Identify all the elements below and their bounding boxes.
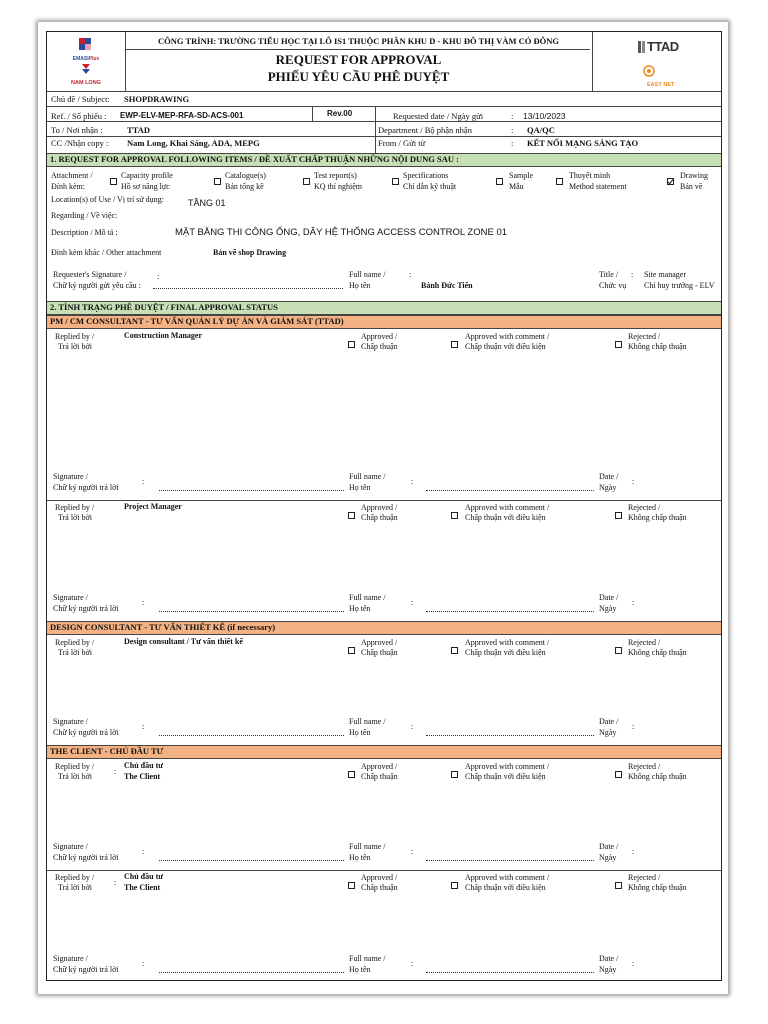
requester-signature-colon: :: [157, 272, 160, 281]
fullname-label-vi: Họ tên: [349, 728, 371, 737]
attachment-option-en: Drawing: [680, 171, 708, 180]
cc-label: CC /Nhận copy :: [51, 138, 109, 148]
rfa-form: [46, 31, 722, 981]
attachment-option-vi: KQ thí nghiệm: [314, 182, 362, 191]
signature-label-vi: Chữ ký người trả lời: [53, 853, 119, 862]
fullname-label-vi: Họ tên: [349, 853, 371, 862]
fullname-label-vi: Họ tên: [349, 604, 371, 613]
fullname-colon: :: [411, 722, 414, 731]
project-name: CÔNG TRÌNH: TRƯỜNG TIỂU HỌC TẠI LÔ IS1 THUỘC PHÂN KHU D - KHU ĐÔ THỊ VÀM CỎ ĐÔNG: [158, 36, 559, 46]
replied-by-label-en: Replied by /: [55, 503, 95, 512]
date-label-en: Date /: [599, 717, 619, 726]
form-title-vi: PHIẾU YÊU CẦU PHÊ DUYỆT: [267, 69, 450, 84]
signature-colon: :: [142, 477, 145, 486]
form-title-en: REQUEST FOR APPROVAL: [275, 52, 442, 67]
replied-by-colon: :: [114, 878, 117, 887]
regarding-label: Regarding / Về việc:: [51, 211, 118, 220]
date-label-vi: Ngày: [599, 728, 617, 737]
block-divider: [47, 870, 721, 871]
attachment-option-en: Specifications: [403, 171, 449, 180]
rejected-checkbox[interactable]: [615, 647, 622, 654]
attachment-option-en: Capacity profile: [121, 171, 173, 180]
pm-consultant-title: PM / CM CONSULTANT - TƯ VẤN QUẢN LÝ DỰ ÁN VÀ GIÁM SÁT (TTAD): [47, 315, 721, 329]
fullname-line[interactable]: [426, 972, 594, 973]
requester-signature-line[interactable]: [153, 288, 343, 289]
location-value: TẦNG 01: [188, 198, 226, 208]
signature-label-en: Signature /: [53, 954, 88, 963]
department-label: Department / Bộ phận nhận: [378, 125, 472, 135]
fullname-line[interactable]: [426, 860, 594, 861]
fullname-label-en: Full name /: [349, 717, 386, 726]
signature-line[interactable]: [159, 972, 344, 973]
other-attachment-label: Đính kèm khác / Other attachment: [51, 248, 162, 257]
attachment-option-en: Sample: [509, 171, 533, 180]
date-colon: :: [632, 847, 635, 856]
fullname-label-en: Full name /: [349, 472, 386, 481]
easynet-logo: [641, 64, 681, 88]
emasi-logo: [71, 37, 101, 62]
section1-title: 1. REQUEST FOR APPROVAL FOLLOWING ITEMS / ĐỀ XUẤT CHẤP THUẬN NHỮNG NỘI DUNG SAU :: [47, 153, 721, 167]
requester-title-label-en: Title /: [599, 270, 619, 279]
description-value: MẶT BẰNG THI CÔNG ỐNG, DÂY HỆ THỐNG ACCESS CONTROL ZONE 01: [175, 227, 508, 238]
approved-label-vi: Chấp thuận: [361, 342, 398, 351]
replied-by-label-en: Replied by /: [55, 638, 95, 647]
fullname-colon: :: [411, 959, 414, 968]
fullname-line[interactable]: [426, 611, 594, 612]
requester-fullname-value: Bành Đức Tiến: [421, 281, 473, 290]
signature-line[interactable]: [159, 611, 344, 612]
rejected-label-en: Rejected /: [628, 332, 661, 341]
subject-value: SHOPDRAWING: [124, 94, 190, 104]
approved-with-comment-checkbox[interactable]: [451, 341, 458, 348]
fullname-label-en: Full name /: [349, 593, 386, 602]
replied-by-label-en: Replied by /: [55, 332, 95, 341]
approved-with-comment-checkbox[interactable]: [451, 512, 458, 519]
approved-label-vi: Chấp thuận: [361, 513, 398, 522]
approved-with-comment-label-vi: Chấp thuận với điều kiện: [465, 883, 546, 892]
requester-fullname-label-vi: Họ tên: [349, 281, 371, 290]
requester-fullname-colon: :: [409, 270, 412, 279]
rejected-checkbox[interactable]: [615, 771, 622, 778]
to-value: TTAD: [127, 125, 150, 135]
signature-label-vi: Chữ ký người trả lời: [53, 965, 119, 974]
replied-by-label-vi: Trả lời bởi: [58, 342, 92, 351]
subject-label: Chủ đề / Subject:: [51, 94, 110, 104]
replied-by-value: Construction Manager: [124, 331, 202, 340]
rejected-label-vi: Không chấp thuận: [628, 513, 687, 522]
attachment-checkbox-5[interactable]: [496, 178, 503, 185]
rejected-label-en: Rejected /: [628, 503, 661, 512]
approved-checkbox[interactable]: [348, 771, 355, 778]
namlong-logo: [65, 62, 107, 86]
attachment-option-en: Test report(s): [314, 171, 357, 180]
approved-label-en: Approved /: [361, 332, 398, 341]
requester-fullname-label-en: Full name /: [349, 270, 386, 279]
approved-checkbox[interactable]: [348, 512, 355, 519]
rejected-checkbox[interactable]: [615, 341, 622, 348]
approved-with-comment-checkbox[interactable]: [451, 647, 458, 654]
date-label-en: Date /: [599, 593, 619, 602]
rejected-label-vi: Không chấp thuận: [628, 648, 687, 657]
approved-with-comment-label-en: Approved with comment /: [465, 638, 550, 647]
signature-label-en: Signature /: [53, 472, 88, 481]
to-label: To / Nơi nhận :: [51, 125, 103, 135]
block-divider: [47, 500, 721, 501]
approved-with-comment-label-vi: Chấp thuận với điều kiện: [465, 513, 546, 522]
date-label-en: Date /: [599, 842, 619, 851]
rejected-label-vi: Không chấp thuận: [628, 342, 687, 351]
fullname-label-vi: Họ tên: [349, 965, 371, 974]
signature-line[interactable]: [159, 860, 344, 861]
emasi-text: EMASI: [72, 56, 89, 62]
requester-title-value-vi: Chỉ huy trưởng - ELV: [644, 281, 715, 290]
fullname-line[interactable]: [426, 735, 594, 736]
approved-with-comment-label-en: Approved with comment /: [465, 332, 550, 341]
replied-by-label-vi: Trả lời bởi: [58, 883, 92, 892]
rejected-label-en: Rejected /: [628, 638, 661, 647]
approved-label-vi: Chấp thuận: [361, 772, 398, 781]
rejected-label-en: Rejected /: [628, 762, 661, 771]
attachment-option-vi: Chỉ dẫn kỹ thuật: [403, 182, 457, 191]
attachment-option-en: Catalogue(s): [225, 171, 266, 180]
approved-with-comment-label-en: Approved with comment /: [465, 762, 550, 771]
replied-by-label-vi: Trả lời bởi: [58, 513, 92, 522]
from-colon: :: [511, 138, 514, 148]
fullname-label-vi: Họ tên: [349, 483, 371, 492]
replied-by-value: Project Manager: [124, 502, 182, 511]
approved-checkbox[interactable]: [348, 647, 355, 654]
approved-with-comment-checkbox[interactable]: [451, 771, 458, 778]
replied-by-label-vi: Trả lời bởi: [58, 648, 92, 657]
signature-label-vi: Chữ ký người trả lời: [53, 483, 119, 492]
fullname-label-en: Full name /: [349, 842, 386, 851]
attachment-option-vi: Method statement: [569, 182, 627, 191]
date-colon: :: [632, 477, 635, 486]
rejected-label-vi: Không chấp thuận: [628, 883, 687, 892]
replied-by-value-2: The Client: [124, 772, 161, 781]
signature-colon: :: [142, 959, 145, 968]
signature-label-en: Signature /: [53, 593, 88, 602]
date-label-en: Date /: [599, 472, 619, 481]
location-label: Location(s) of Use / Vị trí sử dụng:: [51, 195, 164, 204]
replied-by-label-en: Replied by /: [55, 762, 95, 771]
date-colon: :: [632, 722, 635, 731]
approved-with-comment-label-vi: Chấp thuận với điều kiện: [465, 648, 546, 657]
rejected-label-vi: Không chấp thuận: [628, 772, 687, 781]
approved-label-en: Approved /: [361, 873, 398, 882]
date-label-vi: Ngày: [599, 965, 617, 974]
from-value: KẾT NỐI MẠNG SÁNG TẠO: [527, 138, 639, 148]
signature-label-en: Signature /: [53, 717, 88, 726]
requester-signature-label-vi: Chữ ký người gửi yêu cầu :: [53, 281, 141, 290]
date-label-vi: Ngày: [599, 483, 617, 492]
other-attachment-value: Bản vẽ shop Drawing: [213, 248, 287, 257]
ttad-text: TTAD: [647, 39, 679, 54]
emasi-suffix: Plus: [88, 56, 100, 62]
requester-title-colon: :: [631, 270, 634, 279]
replied-by-value: Chủ đầu tư: [124, 761, 164, 770]
attachment-label-vi: Đính kèm:: [51, 182, 85, 191]
signature-label-en: Signature /: [53, 842, 88, 851]
approved-label-vi: Chấp thuận: [361, 883, 398, 892]
fullname-label-en: Full name /: [349, 954, 386, 963]
description-label: Description / Mô tả :: [51, 228, 118, 237]
date-label: Requested date / Ngày gửi: [393, 111, 484, 121]
attachment-label-en: Attachment /: [51, 171, 93, 180]
department-colon: :: [511, 125, 514, 135]
rejected-checkbox[interactable]: [615, 512, 622, 519]
replied-by-label-vi: Trả lời bởi: [58, 772, 92, 781]
attachment-checkbox-3[interactable]: [303, 178, 310, 185]
replied-by-colon: :: [114, 767, 117, 776]
approved-checkbox[interactable]: [348, 882, 355, 889]
date-colon: :: [632, 598, 635, 607]
approved-label-en: Approved /: [361, 638, 398, 647]
fullname-colon: :: [411, 598, 414, 607]
signature-label-vi: Chữ ký người trả lời: [53, 604, 119, 613]
attachment-checkbox-2[interactable]: [214, 178, 221, 185]
approved-checkbox[interactable]: [348, 341, 355, 348]
ref-label: Ref. / Số phiếu :: [51, 111, 107, 121]
replied-by-value-2: The Client: [124, 883, 161, 892]
approved-with-comment-checkbox[interactable]: [451, 882, 458, 889]
requester-title-value-en: Site manager: [644, 270, 686, 279]
date-colon: :: [632, 959, 635, 968]
rejected-checkbox[interactable]: [615, 882, 622, 889]
approved-with-comment-label-vi: Chấp thuận với điều kiện: [465, 772, 546, 781]
signature-colon: :: [142, 847, 145, 856]
design-consultant-title: DESIGN CONSULTANT - TƯ VẤN THIẾT KẾ (if necessary): [47, 621, 721, 635]
replied-by-label-en: Replied by /: [55, 873, 95, 882]
attachment-checkbox-7[interactable]: [667, 178, 674, 185]
attachment-option-en: Thuyết minh: [569, 171, 611, 180]
attachment-checkbox-1[interactable]: [110, 178, 117, 185]
date-value: 13/10/2023: [523, 111, 566, 121]
attachment-option-vi: Mẫu: [509, 182, 524, 191]
from-label: From / Gửi từ: [378, 138, 426, 148]
signature-line[interactable]: [159, 490, 344, 491]
client-title: THE CLIENT - CHỦ ĐẦU TƯ: [47, 745, 721, 759]
department-value: QA/QC: [527, 125, 555, 135]
approved-label-en: Approved /: [361, 762, 398, 771]
signature-label-vi: Chữ ký người trả lời: [53, 728, 119, 737]
attachment-option-vi: Bản vẽ: [680, 182, 703, 191]
approved-with-comment-label-vi: Chấp thuận với điều kiện: [465, 342, 546, 351]
date-label-vi: Ngày: [599, 604, 617, 613]
signature-colon: :: [142, 722, 145, 731]
date-colon: :: [511, 111, 514, 121]
attachment-checkbox-4[interactable]: [392, 178, 399, 185]
easynet-text: EASY NET: [647, 82, 675, 88]
fullname-colon: :: [411, 847, 414, 856]
ref-value: EWP-ELV-MEP-RFA-SD-ACS-001: [120, 111, 244, 120]
attachment-option-vi: Bản tổng kê: [225, 182, 264, 191]
fullname-colon: :: [411, 477, 414, 486]
approved-label-en: Approved /: [361, 503, 398, 512]
requester-title-label-vi: Chức vụ: [599, 281, 627, 290]
date-label-en: Date /: [599, 954, 619, 963]
replied-by-value: Design consultant / Tư vấn thiết kế: [124, 637, 243, 646]
rev-value: Rev.00: [327, 109, 353, 118]
section2-title: 2. TÌNH TRẠNG PHÊ DUYỆT / FINAL APPROVAL STATUS: [47, 301, 721, 315]
approved-with-comment-label-en: Approved with comment /: [465, 503, 550, 512]
attachment-checkbox-6[interactable]: [556, 178, 563, 185]
replied-by-value: Chủ đầu tư: [124, 872, 164, 881]
signature-line[interactable]: [159, 735, 344, 736]
date-label-vi: Ngày: [599, 853, 617, 862]
signature-colon: :: [142, 598, 145, 607]
fullname-line[interactable]: [426, 490, 594, 491]
cc-value: Nam Long, Khai Sáng, ADA, MEPG: [127, 138, 260, 148]
namlong-text: NAM LONG: [71, 80, 101, 86]
rejected-label-en: Rejected /: [628, 873, 661, 882]
approved-label-vi: Chấp thuận: [361, 648, 398, 657]
approved-with-comment-label-en: Approved with comment /: [465, 873, 550, 882]
requester-signature-label-en: Requester's Signature /: [53, 270, 127, 279]
attachment-option-vi: Hồ sơ năng lực: [121, 182, 170, 191]
